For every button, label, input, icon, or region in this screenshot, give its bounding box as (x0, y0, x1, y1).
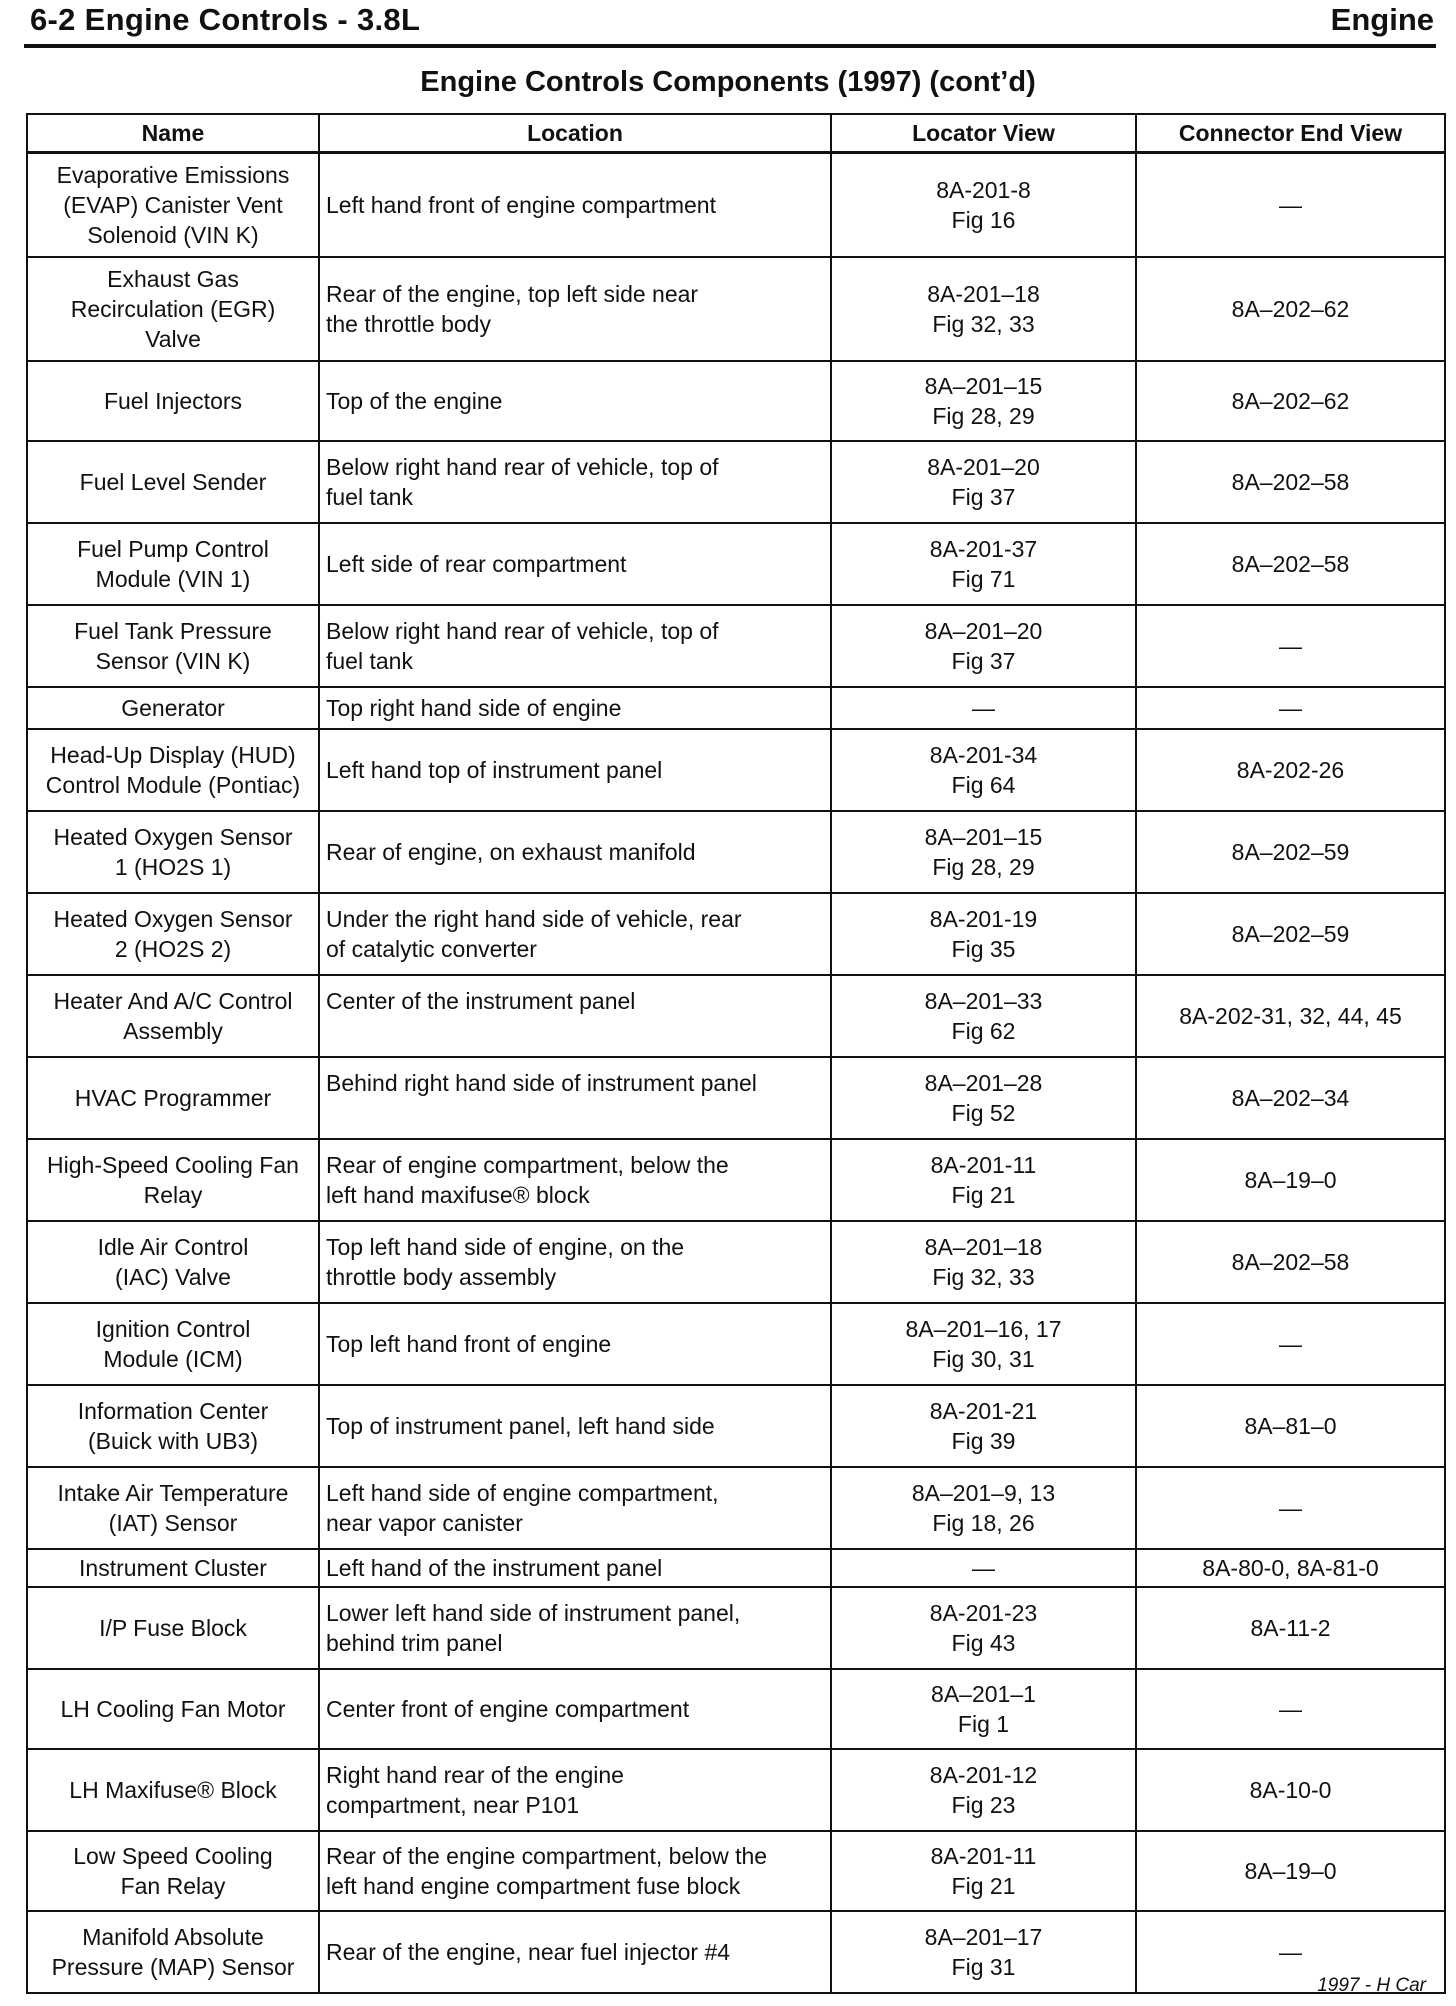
cell-location (319, 605, 831, 687)
cell-name-line: 1 (HO2S 1) (114, 853, 232, 880)
cell-location-line: Left hand of the instrument panel (326, 1554, 663, 1581)
table-row (27, 1831, 1445, 1911)
page-header (24, 2, 1436, 48)
table-row (27, 811, 1445, 893)
cell-connector-end-view: — (1136, 687, 1445, 729)
cell-locator-view-line: — (972, 694, 995, 721)
cell-location-line: Top left hand front of engine (326, 1330, 612, 1357)
table-header-row (27, 114, 1445, 153)
cell-location (319, 257, 831, 361)
cell-locator-view-line: 8A-201-11 (930, 1842, 1037, 1869)
cell-name (27, 605, 319, 687)
cell-name (27, 257, 319, 361)
cell-location-line: of catalytic converter (326, 935, 537, 962)
cell-locator-view (831, 1385, 1136, 1467)
cell-location (319, 153, 831, 257)
cell-connector-end-view: — (1136, 153, 1445, 257)
cell-location (319, 1467, 831, 1549)
cell-location-line: fuel tank (326, 647, 413, 674)
cell-name-line: Fuel Tank Pressure (74, 617, 272, 644)
cell-locator-view-line: 8A-201-23 (929, 1599, 1038, 1626)
table-title: Engine Controls Components (1997) (cont’d) (420, 66, 1036, 98)
cell-locator-view (831, 153, 1136, 257)
cell-name-line: Module (VIN 1) (95, 565, 251, 592)
cell-location-line: left hand maxifuse® block (326, 1181, 590, 1208)
cell-connector-end-view: 8A–202–58 (1136, 1221, 1445, 1303)
table-row (27, 1057, 1445, 1139)
cell-name-line: Fan Relay (120, 1872, 226, 1899)
cell-locator-view (831, 361, 1136, 441)
cell-locator-view-line: Fig 37 (951, 483, 1016, 510)
cell-locator-view-line: Fig 31 (951, 1953, 1016, 1980)
cell-locator-view-line: 8A–201–28 (924, 1069, 1043, 1096)
cell-location (319, 729, 831, 811)
table-row (27, 153, 1445, 257)
cell-name (27, 1911, 319, 1993)
column-header-locator-view: Locator View (831, 114, 1136, 153)
cell-locator-view (831, 1669, 1136, 1749)
cell-location (319, 361, 831, 441)
cell-name-line: (EVAP) Canister Vent (63, 191, 283, 218)
cell-locator-view-line: 8A-201-12 (929, 1761, 1038, 1788)
cell-location-line: compartment, near P101 (326, 1791, 580, 1818)
cell-location-line: Below right hand rear of vehicle, top of (326, 453, 719, 480)
cell-location-line: Left hand front of engine compartment (326, 191, 716, 218)
table-row (27, 1749, 1445, 1831)
cell-connector-end-view: 8A-202-31, 32, 44, 45 (1136, 975, 1445, 1057)
table-row (27, 361, 1445, 441)
cell-location-line: Rear of the engine, top left side near (326, 280, 699, 307)
cell-locator-view (831, 523, 1136, 605)
cell-locator-view-line: 8A-201-19 (929, 905, 1038, 932)
cell-location-line: left hand engine compartment fuse block (326, 1872, 741, 1899)
cell-location (319, 1669, 831, 1749)
cell-locator-view-line: Fig 23 (951, 1791, 1016, 1818)
cell-connector-end-view: 8A-11-2 (1136, 1587, 1445, 1669)
cell-name (27, 1669, 319, 1749)
cell-locator-view-line: Fig 28, 29 (932, 853, 1035, 880)
cell-name (27, 893, 319, 975)
cell-locator-view-line: 8A–201–17 (924, 1923, 1043, 1950)
cell-location-line: throttle body assembly (326, 1263, 557, 1290)
cell-name-line: Module (ICM) (103, 1345, 243, 1372)
cell-location-line: Rear of the engine compartment, below the (326, 1842, 768, 1869)
cell-name-line: Relay (143, 1181, 203, 1208)
cell-name-line: HVAC Programmer (74, 1084, 272, 1111)
cell-location-line (326, 1016, 824, 1046)
cell-name-line: Information Center (77, 1397, 269, 1424)
cell-location-line: Rear of engine, on exhaust manifold (326, 838, 696, 865)
cell-location-line: Below right hand rear of vehicle, top of (326, 617, 719, 644)
cell-location (319, 1139, 831, 1221)
cell-location-line: Left side of rear compartment (326, 550, 627, 577)
cell-name-line: Pressure (MAP) Sensor (51, 1953, 295, 1980)
cell-locator-view-line: 8A–201–20 (924, 617, 1043, 644)
cell-name (27, 729, 319, 811)
cell-name-line: Low Speed Cooling (73, 1842, 273, 1869)
cell-connector-end-view: — (1136, 1669, 1445, 1749)
cell-location (319, 687, 831, 729)
cell-name (27, 1385, 319, 1467)
cell-locator-view-line: 8A-201-34 (929, 741, 1038, 768)
cell-locator-view-line: Fig 71 (951, 565, 1016, 592)
cell-name (27, 1057, 319, 1139)
cell-locator-view-line: Fig 30, 31 (932, 1345, 1035, 1372)
cell-location-line: Rear of engine compartment, below the (326, 1151, 729, 1178)
cell-locator-view-line: Fig 35 (951, 935, 1016, 962)
cell-connector-end-view: — (1136, 605, 1445, 687)
cell-name (27, 1221, 319, 1303)
cell-name-line: Fuel Pump Control (77, 535, 269, 562)
cell-location-line: Right hand rear of the engine (326, 1761, 624, 1788)
cell-locator-view-line: 8A-201-21 (929, 1397, 1038, 1424)
cell-location-line: Top right hand side of engine (326, 694, 622, 721)
table-row (27, 1303, 1445, 1385)
cell-name-line: Exhaust Gas (107, 265, 239, 292)
cell-name-line: LH Maxifuse® Block (69, 1776, 277, 1803)
cell-locator-view-line: 8A-201-8 (936, 176, 1031, 203)
cell-connector-end-view: 8A–19–0 (1136, 1831, 1445, 1911)
cell-locator-view-line: Fig 18, 26 (932, 1509, 1035, 1536)
table-row (27, 1669, 1445, 1749)
cell-name-line: 2 (HO2S 2) (114, 935, 232, 962)
cell-connector-end-view: — (1136, 1911, 1445, 1993)
cell-name (27, 1549, 319, 1587)
cell-location-line: Lower left hand side of instrument panel, (326, 1599, 741, 1626)
cell-connector-end-view: 8A–202–58 (1136, 441, 1445, 523)
cell-location (319, 1549, 831, 1587)
cell-location (319, 1385, 831, 1467)
cell-locator-view-line: Fig 16 (951, 206, 1016, 233)
cell-connector-end-view: — (1136, 1467, 1445, 1549)
cell-locator-view (831, 1831, 1136, 1911)
cell-location-line: Left hand top of instrument panel (326, 756, 663, 783)
cell-name-line: High-Speed Cooling Fan (47, 1151, 299, 1178)
cell-location-line: Center front of engine compartment (326, 1695, 690, 1722)
cell-location-line: Top left hand side of engine, on the (326, 1233, 685, 1260)
table-row (27, 605, 1445, 687)
cell-connector-end-view: 8A–202–34 (1136, 1057, 1445, 1139)
cell-locator-view (831, 687, 1136, 729)
cell-locator-view-line: — (972, 1554, 995, 1581)
cell-connector-end-view: 8A–81–0 (1136, 1385, 1445, 1467)
cell-locator-view-line: 8A-201-11 (930, 1151, 1037, 1178)
table-row (27, 257, 1445, 361)
table-row (27, 1911, 1445, 1993)
cell-location (319, 893, 831, 975)
cell-name (27, 1467, 319, 1549)
cell-locator-view-line: 8A–201–16, 17 (905, 1315, 1062, 1342)
cell-name (27, 441, 319, 523)
column-header-connector-end-view: Connector End View (1136, 114, 1445, 153)
cell-connector-end-view: 8A–202–59 (1136, 811, 1445, 893)
cell-location (319, 441, 831, 523)
cell-location-line: Top of instrument panel, left hand side (326, 1412, 715, 1439)
chapter-title: Engine (1330, 2, 1434, 37)
cell-locator-view (831, 1911, 1136, 1993)
cell-location-line: fuel tank (326, 483, 413, 510)
cell-locator-view-line: Fig 1 (957, 1710, 1010, 1737)
cell-name-line: Sensor (VIN K) (95, 647, 251, 674)
table-row (27, 1467, 1445, 1549)
cell-name-line: Head-Up Display (HUD) (50, 741, 296, 768)
cell-locator-view-line: Fig 37 (951, 647, 1016, 674)
cell-locator-view-line: Fig 39 (951, 1427, 1016, 1454)
cell-locator-view-line: Fig 62 (951, 1017, 1016, 1044)
cell-connector-end-view: 8A–19–0 (1136, 1139, 1445, 1221)
cell-name-line: Fuel Injectors (103, 387, 243, 414)
cell-locator-view-line: Fig 21 (951, 1872, 1016, 1899)
cell-locator-view (831, 1467, 1136, 1549)
cell-name (27, 1749, 319, 1831)
table-row (27, 687, 1445, 729)
cell-locator-view (831, 1221, 1136, 1303)
cell-locator-view-line: 8A–201–9, 13 (911, 1479, 1056, 1506)
cell-locator-view-line: 8A-201–18 (927, 280, 1040, 307)
cell-name (27, 1303, 319, 1385)
cell-locator-view-line: 8A–201–15 (924, 372, 1043, 399)
cell-name-line: Recirculation (EGR) (70, 295, 276, 322)
cell-locator-view-line: Fig 21 (951, 1181, 1016, 1208)
cell-location (319, 975, 831, 1057)
cell-locator-view-line: Fig 32, 33 (932, 310, 1035, 337)
cell-locator-view (831, 257, 1136, 361)
cell-locator-view-line: Fig 32, 33 (932, 1263, 1035, 1290)
cell-name (27, 687, 319, 729)
cell-locator-view-line: 8A–201–1 (931, 1680, 1036, 1707)
cell-locator-view-line: 8A-201–20 (927, 453, 1040, 480)
cell-locator-view (831, 1139, 1136, 1221)
cell-locator-view (831, 1549, 1136, 1587)
cell-locator-view-line: Fig 43 (951, 1629, 1016, 1656)
cell-locator-view-line: 8A–201–15 (924, 823, 1043, 850)
cell-connector-end-view: 8A-10-0 (1136, 1749, 1445, 1831)
cell-locator-view (831, 811, 1136, 893)
cell-location-line: Rear of the engine, near fuel injector #4 (326, 1938, 731, 1965)
cell-name (27, 811, 319, 893)
cell-name (27, 1587, 319, 1669)
page-footer: 1997 - H Car (1317, 1975, 1426, 1996)
cell-location (319, 1303, 831, 1385)
cell-locator-view (831, 1749, 1136, 1831)
cell-location-line: Behind right hand side of instrument panel (326, 1069, 757, 1096)
cell-name-line: Instrument Cluster (79, 1554, 267, 1581)
cell-locator-view (831, 605, 1136, 687)
cell-name-line: Solenoid (VIN K) (87, 221, 259, 248)
table-row (27, 1587, 1445, 1669)
cell-name-line: Valve (145, 325, 201, 352)
cell-locator-view-line: Fig 64 (951, 771, 1016, 798)
cell-name-line: Heated Oxygen Sensor (53, 905, 293, 932)
cell-name-line: (Buick with UB3) (88, 1427, 258, 1454)
cell-connector-end-view: 8A–202–62 (1136, 361, 1445, 441)
cell-location (319, 1749, 831, 1831)
table-body (27, 153, 1445, 1993)
components-table (26, 113, 1446, 1994)
cell-name-line: I/P Fuse Block (99, 1614, 247, 1641)
section-title: 6-2 Engine Controls - 3.8L (30, 2, 421, 37)
cell-locator-view-line: Fig 28, 29 (932, 402, 1035, 429)
cell-location (319, 523, 831, 605)
cell-connector-end-view: 8A–202–58 (1136, 523, 1445, 605)
cell-connector-end-view: 8A–202–59 (1136, 893, 1445, 975)
cell-locator-view-line: 8A–201–18 (924, 1233, 1043, 1260)
cell-locator-view-line: 8A-201-37 (929, 535, 1038, 562)
cell-location-line: Center of the instrument panel (326, 987, 636, 1014)
cell-locator-view (831, 975, 1136, 1057)
cell-connector-end-view: 8A-202-26 (1136, 729, 1445, 811)
cell-location-line: Under the right hand side of vehicle, rear (326, 905, 742, 932)
cell-name-line: Intake Air Temperature (57, 1479, 289, 1506)
cell-connector-end-view: — (1136, 1303, 1445, 1385)
table-row (27, 729, 1445, 811)
cell-name-line: Assembly (123, 1017, 223, 1044)
cell-location (319, 1221, 831, 1303)
cell-locator-view (831, 1587, 1136, 1669)
table-row (27, 1385, 1445, 1467)
cell-location (319, 1057, 831, 1139)
cell-name-line: Idle Air Control (97, 1233, 249, 1260)
cell-locator-view-line: 8A–201–33 (924, 987, 1043, 1014)
cell-locator-view (831, 1057, 1136, 1139)
cell-location-line: Top of the engine (326, 387, 503, 414)
cell-name-line: Fuel Level Sender (79, 468, 267, 495)
cell-name (27, 975, 319, 1057)
cell-location (319, 1587, 831, 1669)
cell-location-line: the throttle body (326, 310, 491, 337)
cell-location (319, 811, 831, 893)
cell-name (27, 523, 319, 605)
cell-name (27, 1139, 319, 1221)
cell-name-line: (IAC) Valve (115, 1263, 231, 1290)
cell-location-line: behind trim panel (326, 1629, 503, 1656)
cell-location-line: near vapor canister (326, 1509, 523, 1536)
cell-name (27, 361, 319, 441)
cell-name-line: Manifold Absolute (82, 1923, 264, 1950)
cell-location (319, 1911, 831, 1993)
cell-name-line: Ignition Control (95, 1315, 251, 1342)
column-header-location: Location (319, 114, 831, 153)
cell-name-line: Control Module (Pontiac) (45, 771, 301, 798)
table-row (27, 1221, 1445, 1303)
cell-locator-view (831, 893, 1136, 975)
cell-name-line: Heated Oxygen Sensor (53, 823, 293, 850)
cell-name-line: Evaporative Emissions (56, 161, 290, 188)
cell-location-line (326, 1098, 824, 1128)
table-row (27, 975, 1445, 1057)
cell-name-line: Heater And A/C Control (53, 987, 293, 1014)
cell-location-line: Left hand side of engine compartment, (326, 1479, 719, 1506)
column-header-name: Name (27, 114, 319, 153)
table-row (27, 893, 1445, 975)
cell-locator-view (831, 729, 1136, 811)
cell-location (319, 1831, 831, 1911)
cell-name (27, 153, 319, 257)
cell-connector-end-view: 8A–202–62 (1136, 257, 1445, 361)
cell-name-line: (IAT) Sensor (108, 1509, 238, 1536)
cell-name (27, 1831, 319, 1911)
cell-name-line: LH Cooling Fan Motor (60, 1695, 286, 1722)
cell-locator-view-line: Fig 52 (951, 1099, 1016, 1126)
table-row (27, 441, 1445, 523)
table-row (27, 1549, 1445, 1587)
cell-locator-view (831, 1303, 1136, 1385)
cell-name-line: Generator (121, 694, 225, 721)
cell-locator-view (831, 441, 1136, 523)
table-row (27, 1139, 1445, 1221)
table-row (27, 523, 1445, 605)
cell-connector-end-view: 8A-80-0, 8A-81-0 (1136, 1549, 1445, 1587)
